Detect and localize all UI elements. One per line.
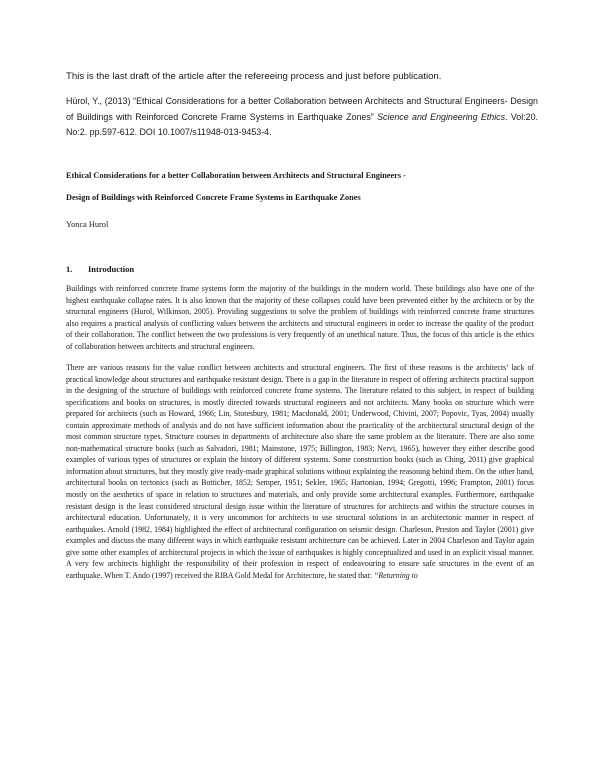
citation-prefix: Hürol, Y., (2013) “Ethical Considerations for a better Collaboration between Architects and Structural Engineers- Design of Buildings with Reinforced Concrete Frame Systems in Earthquake Zones” — [66, 96, 538, 122]
section-number: 1. — [66, 264, 73, 274]
paragraph-1: Buildings with reinforced concrete frame systems form the majority of the buildings in the modern world. These buildings also have one of the highest earthquake collapse rates. It is also known that the majority of these collapses could have been prevented either by the architects or by the structural engineers (Hurol, Wilkinson, 2005). Providing suggestions to solve the problem of buildings with reinforced concrete frame structures also requires a practical analysis of conflicting values between the architects and structural engineers in order to increase the quality of the product of their collaboration. The conflict between the two professions is very frequently of an unethical nature. Thus, the focus of this article is the ethics of collaboration between architects and structural engineers. — [66, 284, 534, 351]
citation — [66, 94, 538, 141]
section-title: Introduction — [88, 264, 135, 274]
author-name: Yonca Hurol — [66, 220, 109, 229]
draft-note: This is the last draft of the article after the refereeing process and just before publication. — [66, 71, 442, 82]
article-title-line-2: Design of Buildings with Reinforced Concrete Frame Systems in Earthquake Zones — [66, 193, 361, 202]
citation-details: . Vol:20. No:2. pp.597-612. DOI 10.1007/s11948-013-9453-4. — [66, 111, 538, 137]
paragraph-2-text: There are various reasons for the value conflict between architects and structural engineers. The first of these reasons is the architects’ lack of practical knowledge about structures and earthquake resistant design. There is a gap in the literature in respect of offering architects practical support in the designing of the structure of buildings with reinforced concrete frame systems. The literature related to this subject, in respect of building specifications and books on structures, is mostly directed towards structural engineers and not architects. Many books on structure which were prepared for architects (such as Howard, 1966; Lin, Stotesbury, 1981; Macdonald, 2001; Underwood, Chivini, 2007; Popovic, Tyas, 2004) usually contain approximate methods of analysis and do not have sufficient information about the practicality of the architectural structural design of the most common structure types. Structure courses in departments of architecture also share the same problem as the literature. There are also some non-mathematical structure books (such as Salvadori, 1981; Mainstone, 1975; Billington, 1983; Nervi, 1965), however they either describe good examples of various types of structures or explain the history of different systems. Some construction books (such as Ching, 2011) give graphical information about structures, but they mostly give ready-made graphical solutions without explaining the reasoning behind them. On the other hand, architectural books on tectonics (such as Botticher, 1852; Semper, 1951; Sekler, 1965; Hartonian, 1994; Gregotti, 1996; Frampton, 2001) focus mostly on the aesthetics of space in relation to structures and materials, and only provide some architectural examples. Furthermore, earthquake resistant design is the least considered structural design issue within the literature of structures for architects and within the structure courses in architectural education. Unfortunately, it is very uncommon for architects to use structural solutions in an architectonic manner in respect of earthquakes. Arnold (1982, 1984) highlighted the effect of architectural configuration on seismic design. Charleson, Preston and Taylor (2001) give examples and discuss the many different ways in which earthquake resistant architecture can be achieved. Later in 2004 Charleson and Taylor again give some other examples of architectural projects in which the issue of earthquakes is highly conceptualized and used in an explicit visual manner. A very few architects highlight the responsibility of their profession in respect of endeavouring to ensure safe structures in the event of an earthquake. When T. Ando (1997) received the RIBA Gold Medal for Architecture, he stated that: — [66, 363, 534, 580]
paragraph-2 — [66, 362, 534, 581]
citation-journal: Science and Engineering Ethics — [377, 111, 506, 122]
section-heading — [66, 264, 134, 274]
article-title-line-1: Ethical Considerations for a better Collaboration between Architects and Structural Engineers - — [66, 171, 406, 180]
paragraph-2-quote: “Returning to — [374, 570, 418, 580]
